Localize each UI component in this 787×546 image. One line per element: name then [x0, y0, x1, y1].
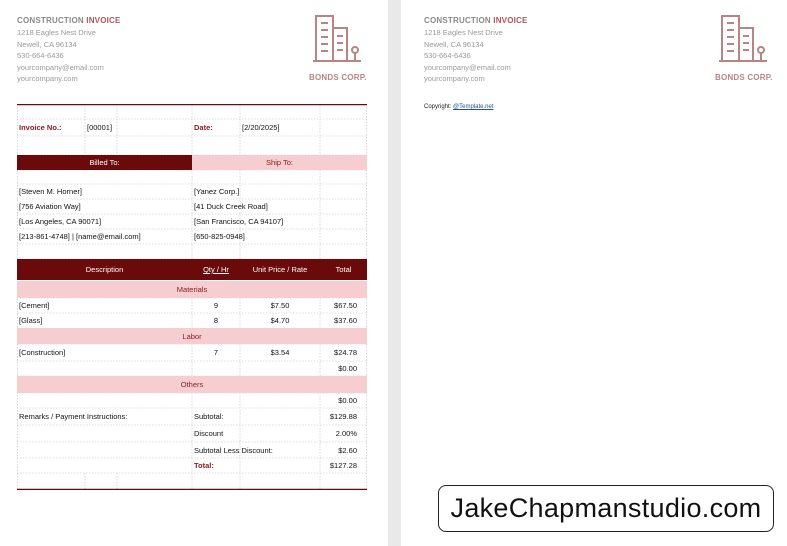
column-total: Total: [335, 265, 352, 274]
ship-to-header: Ship To:: [192, 155, 367, 170]
brand-name: BONDS CORP.: [309, 73, 367, 82]
company-website: yourcompany.com: [17, 74, 78, 83]
table-row: [17, 393, 367, 408]
table-row: [17, 313, 367, 328]
company-website: yourcompany.com: [424, 74, 485, 83]
item-unit-price[interactable]: $3.54: [270, 348, 290, 357]
item-total: $67.50: [334, 301, 357, 310]
company-name-part1: CONSTRUCTION: [424, 16, 494, 25]
company-email: yourcompany@email.com: [424, 62, 511, 72]
item-description[interactable]: [Construction]: [19, 348, 66, 357]
address-line1: 1218 Eagles Nest Drive: [424, 28, 503, 37]
copyright-label: Copyright:: [424, 104, 454, 110]
company-phone: 530-664-6436: [17, 51, 64, 60]
table-row: [17, 344, 367, 361]
item-unit-price[interactable]: $7.50: [270, 301, 290, 310]
invoice-number-value[interactable]: [00001]: [87, 123, 113, 132]
item-description[interactable]: [Cement]: [19, 301, 50, 310]
item-total: $0.00: [338, 396, 357, 405]
company-name-part2: INVOICE: [493, 16, 528, 25]
company-name: [17, 16, 121, 25]
copyright-link[interactable]: @Template.net: [453, 104, 494, 110]
section-materials-label: Materials: [176, 285, 208, 294]
billed-to-contact[interactable]: [213-861-4748] | [name@email.com]: [19, 232, 141, 241]
subtotal-value: $129.88: [329, 412, 357, 421]
section-materials: [17, 281, 367, 298]
building-logo-icon: [313, 14, 363, 64]
discount-label: Discount: [194, 429, 224, 438]
section-others: [17, 376, 367, 393]
address-row-name: [17, 184, 367, 199]
address-line2: Newell, CA 96134: [424, 39, 484, 49]
invoice-page-2: [401, 0, 787, 546]
address-line2: Newell, CA 96134: [17, 39, 77, 49]
summary-row-subtotal: [17, 408, 367, 425]
building-logo-icon: [719, 14, 769, 64]
less-discount-value: $2.60: [338, 445, 357, 455]
less-discount-label: Subtotal Less Discount:: [194, 445, 273, 455]
ship-to-name[interactable]: [Yanez Corp.]: [194, 187, 240, 196]
table-row: [17, 298, 367, 313]
ship-to-city[interactable]: [San Francisco, CA 94107]: [194, 217, 284, 226]
company-name: [424, 16, 528, 25]
company-email: yourcompany@email.com: [17, 62, 104, 72]
address-row-city: [17, 214, 367, 229]
item-total: $37.60: [334, 316, 357, 325]
column-unit-price: Unit Price / Rate: [252, 265, 308, 274]
address-line1: 1218 Eagles Nest Drive: [17, 28, 96, 37]
item-unit-price[interactable]: $4.70: [270, 316, 290, 325]
item-description[interactable]: [Glass]: [19, 316, 43, 325]
billed-to-street[interactable]: [756 Aviation Way]: [19, 202, 81, 211]
company-address: [424, 27, 511, 85]
summary-row-total: [17, 458, 367, 473]
item-qty[interactable]: 9: [213, 301, 219, 310]
ship-to-street[interactable]: [41 Duck Creek Road]: [194, 202, 268, 211]
total-value: $127.28: [329, 461, 357, 470]
watermark: JakeChapmanstudio.com: [438, 485, 774, 532]
table-row: [17, 361, 367, 376]
invoice-date-label: Date:: [194, 123, 213, 132]
item-qty[interactable]: 7: [213, 348, 219, 357]
company-name-part2: INVOICE: [86, 16, 121, 25]
address-header-row: [17, 155, 367, 170]
item-total: $0.00: [338, 364, 357, 373]
billed-to-header: Billed To:: [17, 155, 192, 170]
section-others-label: Others: [180, 380, 204, 389]
ship-to-contact[interactable]: [650-825-0948]: [194, 232, 245, 241]
address-row-street: [17, 199, 367, 214]
remarks-label: Remarks / Payment Instructions:: [19, 412, 128, 421]
company-name-part1: CONSTRUCTION: [17, 16, 87, 25]
invoice-meta-row: [17, 119, 367, 136]
invoice-date-value[interactable]: [2/20/2025]: [242, 123, 280, 132]
invoice-number-label: Invoice No.:: [19, 123, 62, 132]
total-label: Total:: [194, 461, 214, 470]
billed-to-city[interactable]: [Los Angeles, CA 90071]: [19, 217, 102, 226]
discount-value[interactable]: 2.00%: [335, 429, 357, 438]
invoice-page-1: [0, 0, 388, 546]
company-address: [17, 27, 104, 85]
section-labor-label: Labor: [182, 331, 202, 341]
subtotal-label: Subtotal:: [194, 412, 224, 421]
address-row-contact: [17, 229, 367, 244]
invoice-table: [17, 104, 367, 490]
column-description: Description: [85, 265, 124, 274]
copyright-note: [424, 104, 493, 110]
brand-name: BONDS CORP.: [715, 73, 773, 82]
summary-row-discount: [17, 425, 367, 442]
item-qty[interactable]: 8: [213, 316, 219, 325]
section-labor: [17, 328, 367, 344]
summary-row-less-discount: [17, 442, 367, 458]
column-qty: Qty / Hr: [203, 265, 229, 274]
table-header-row: [17, 259, 367, 280]
billed-to-name[interactable]: [Steven M. Horner]: [19, 187, 82, 196]
company-phone: 530-664-6436: [424, 51, 471, 60]
item-total: $24.78: [334, 348, 357, 357]
